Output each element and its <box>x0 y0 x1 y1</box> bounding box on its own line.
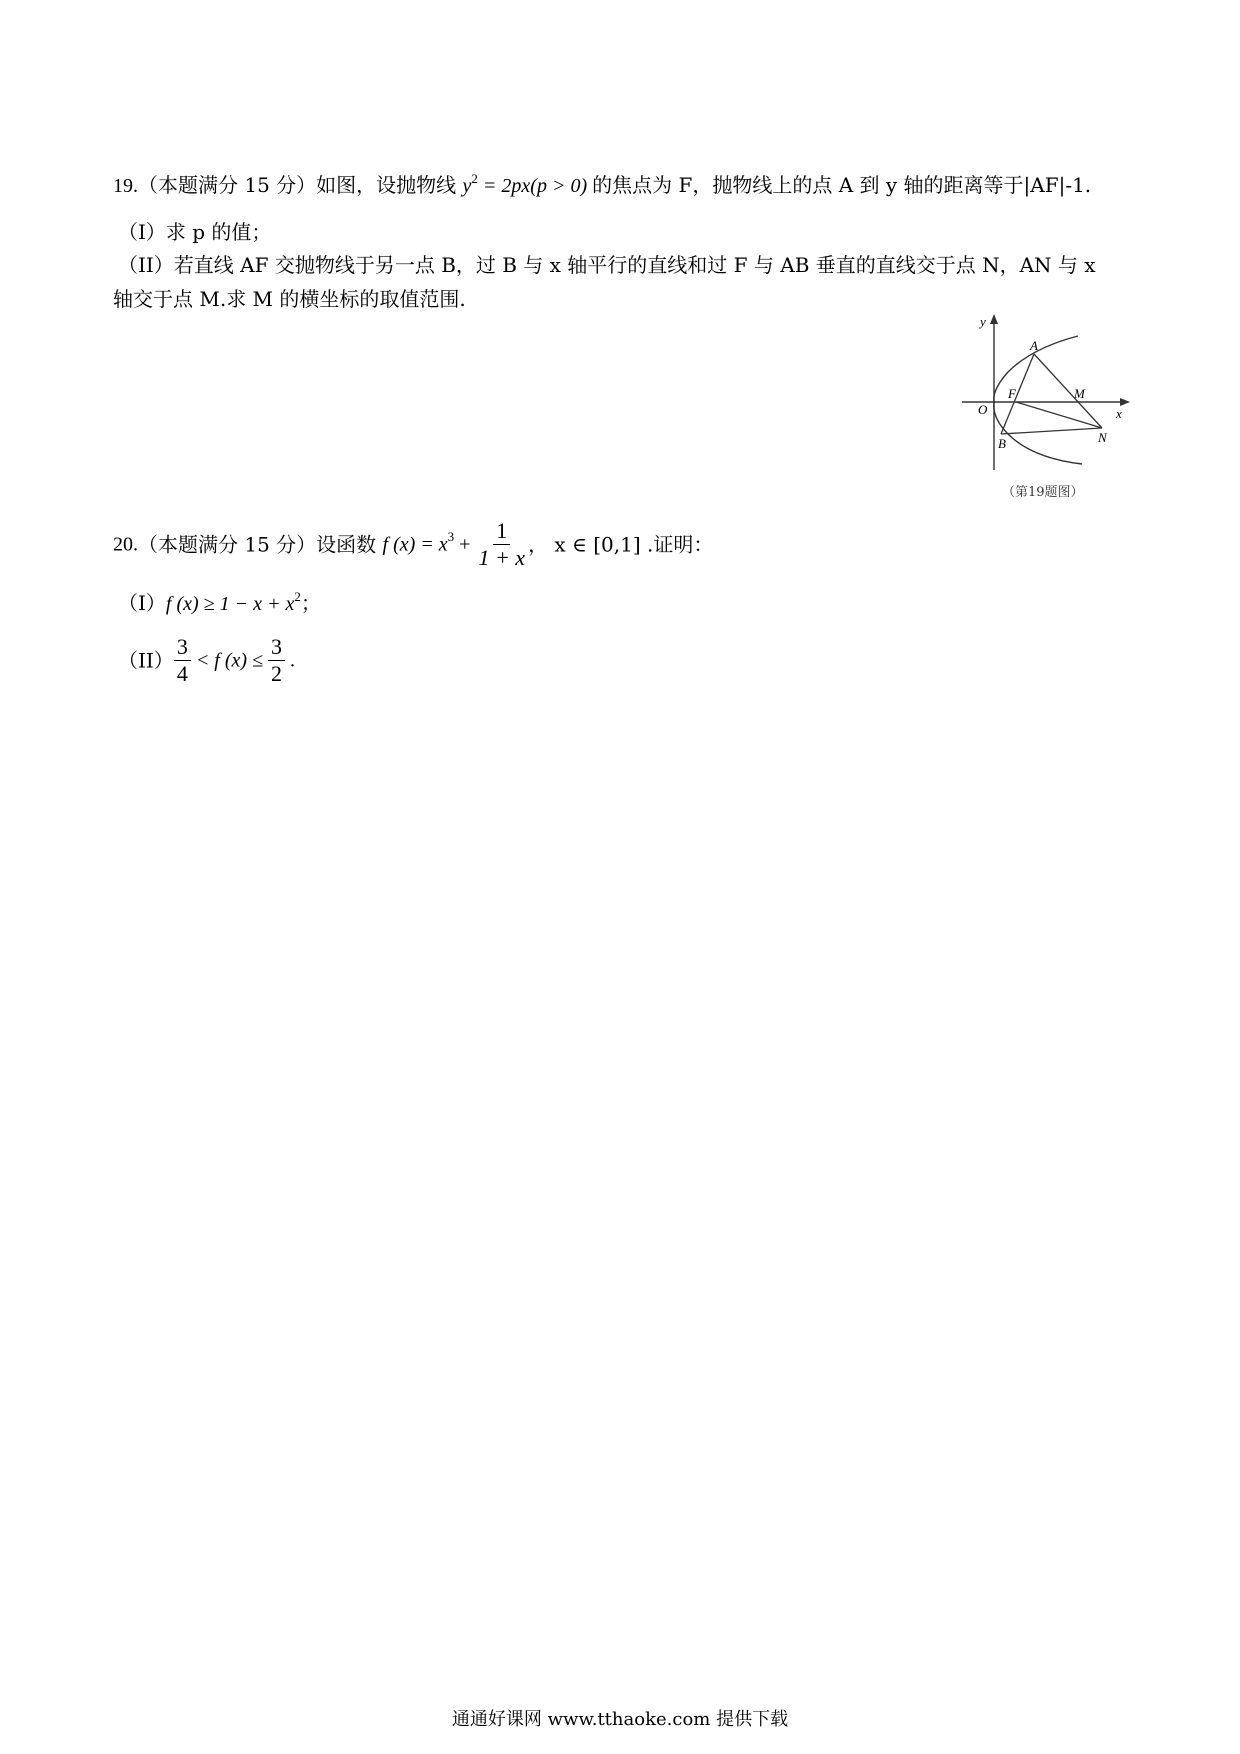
label-F: F <box>1008 386 1016 401</box>
q20-fx-lhs: f (x) = x <box>382 533 448 556</box>
q19-parabola-rhs: = 2px(p > 0) <box>477 175 593 197</box>
q20-part1-label: （I） <box>118 591 166 615</box>
line-AN <box>1034 354 1102 428</box>
q20-score: （本题满分 15 分） <box>138 532 317 557</box>
q19-parabola-exp: 2 <box>471 171 478 186</box>
q20-part2-mid: < f (x) ≤ <box>190 649 269 672</box>
label-M: M <box>1074 386 1085 401</box>
q20-part2-frac1 <box>174 636 191 685</box>
line-FN <box>1016 402 1102 428</box>
parabola-diagram <box>958 310 1130 506</box>
q20-lead: 设函数 <box>316 532 383 557</box>
q19-part2-line2: 轴交于点 M.求 M 的横坐标的取值范围. <box>113 287 466 311</box>
q20-plus: + <box>454 533 476 556</box>
page-footer: 通通好课网 www.tthaoke.com 提供下载 <box>451 1709 789 1730</box>
q20-part2-frac2 <box>268 636 285 685</box>
label-A: A <box>1030 338 1038 353</box>
q20-number: 20. <box>113 533 138 556</box>
q19-line1 <box>113 172 1091 196</box>
q19-part2-line1: （II）若直线 AF 交抛物线于另一点 B，过 B 与 x 轴平行的直线和过 F 与 AB 垂直的直线交于点 N，AN 与 x <box>118 253 1096 277</box>
q19-score: （本题满分 15 分） <box>138 173 317 197</box>
q20-part2 <box>118 636 295 685</box>
parabola-curve <box>994 336 1082 464</box>
q20-part2-end: . <box>285 649 296 672</box>
line-AB <box>1001 354 1034 434</box>
q20-frac-den: 1 + x <box>478 545 526 570</box>
q19-number: 19. <box>113 175 138 197</box>
q19-figure <box>958 310 1130 506</box>
q20-part1-end: ； <box>300 591 321 615</box>
q19-focus-text: 的焦点为 F，抛物线上的点 A 到 y 轴的距离等于|AF|-1. <box>592 173 1092 197</box>
q20-part2-label: （II） <box>118 648 174 673</box>
label-O: O <box>978 402 988 417</box>
label-x: x <box>1116 406 1122 421</box>
label-y: y <box>980 314 986 329</box>
label-B: B <box>998 436 1006 451</box>
q20-part2-den2: 2 <box>271 661 283 686</box>
q20-fraction <box>475 520 528 569</box>
q20-fx-exp: 3 <box>447 529 455 544</box>
figure-caption: （第19题图） <box>1002 485 1084 500</box>
q20-part2-num2: 3 <box>268 636 285 661</box>
q20-part2-num1: 3 <box>174 636 191 661</box>
label-N: N <box>1098 430 1107 445</box>
q20-part1-exp: 2 <box>294 589 301 604</box>
q19-parabola-y: y <box>462 175 472 197</box>
q19-lead: 如图，设抛物线 <box>316 173 463 197</box>
q20-domain: ， x ∈ [0,1] .证明： <box>528 532 714 557</box>
q20-frac-num: 1 <box>493 520 510 545</box>
q20-part1 <box>118 590 321 614</box>
q19-part1: （I）求 p 的值； <box>118 220 272 244</box>
q20-line1 <box>113 520 713 569</box>
q20-part1-expr: f (x) ≥ 1 − x + x <box>165 593 295 615</box>
x-axis-arrow <box>1120 398 1130 406</box>
q20-part2-den1: 4 <box>176 661 188 686</box>
line-BN <box>1001 428 1102 434</box>
y-axis-arrow <box>990 314 998 324</box>
